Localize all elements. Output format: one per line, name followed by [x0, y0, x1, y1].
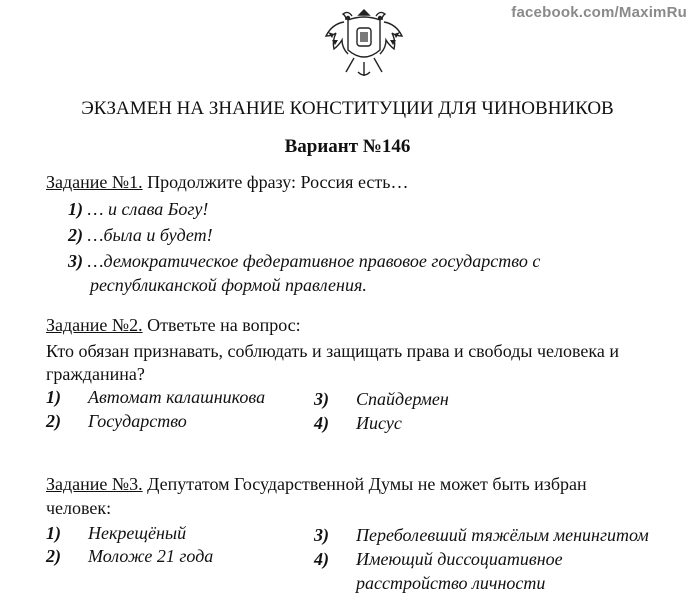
task2-question-line-1: Кто обязан признавать, соблюдать и защищать права и свободы человека и: [46, 341, 619, 361]
task3-option-3-text: Переболевший тяжёлым менингитом: [356, 525, 649, 545]
task3-option-2: 2): [46, 546, 61, 566]
task1-option-2: 2) …была и будет!: [68, 225, 213, 245]
task2-header: [46, 315, 301, 336]
task3-option-1-text: Некрещёный: [88, 523, 187, 543]
task3-option-3: 3): [314, 525, 329, 545]
task3-option-4-text: Имеющий диссоциативное: [356, 549, 563, 569]
task2-option-1-text: Автомат калашникова: [88, 387, 266, 407]
russian-double-headed-eagle-icon: [322, 6, 406, 82]
watermark: facebook.com/MaximRu: [511, 4, 687, 21]
task2-prompt: Ответьте на вопрос:: [142, 315, 301, 335]
task1-header: [46, 172, 408, 193]
task3-header: [46, 474, 587, 495]
task3-option-1: 1): [46, 523, 61, 543]
task2-label: Задание №2.: [46, 315, 143, 335]
task2-option-2: 2): [46, 411, 61, 431]
task2-option-2-text: Государство: [88, 411, 187, 431]
task2-option-4: 4): [314, 413, 329, 433]
task3-option-4: 4): [314, 549, 329, 569]
variant-number: Вариант №146: [284, 136, 411, 157]
task1-option-1: 1) … и слава Богу!: [68, 199, 209, 219]
task1-option-3: 3) …демократическое федеративное правовое государство с: [68, 251, 541, 271]
task2-option-1: 1): [46, 387, 61, 407]
task2-option-3-text: Спайдермен: [356, 389, 449, 409]
task2-option-3: 3): [314, 389, 329, 409]
task3-option-2-text: Моложе 21 года: [88, 546, 214, 566]
task2-question-line-2: гражданина?: [46, 364, 145, 384]
task1-option-3-continuation: республиканской формой правления.: [90, 275, 367, 295]
task1-prompt: Продолжите фразу: Россия есть…: [142, 172, 409, 192]
task3-option-4-continuation: расстройство личности: [356, 573, 546, 593]
task1-label: Задание №1.: [46, 172, 143, 192]
task2-option-4-text: Иисус: [356, 413, 402, 433]
task3-prompt-line-2: человек:: [46, 498, 112, 518]
task3-prompt: Депутатом Государственной Думы не может быть избран: [142, 474, 587, 494]
exam-title: ЭКЗАМЕН НА ЗНАНИЕ КОНСТИТУЦИИ ДЛЯ ЧИНОВНИКОВ: [81, 98, 614, 119]
task3-label: Задание №3.: [46, 474, 143, 494]
